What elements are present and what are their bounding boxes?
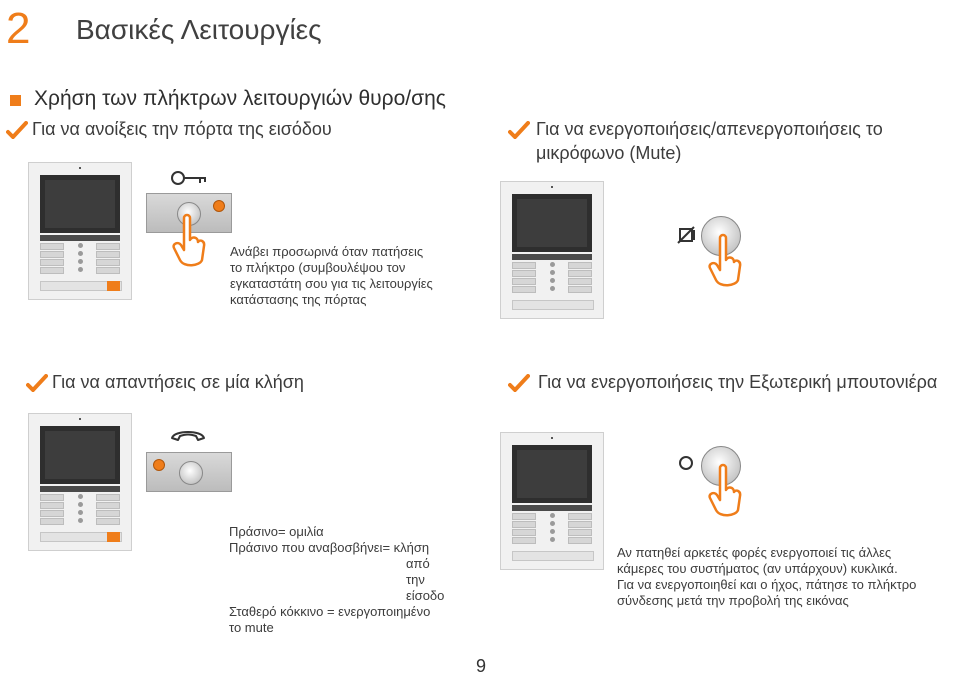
finger-hand-icon	[172, 212, 208, 270]
page-title: Βασικές Λειτουργίες	[76, 14, 322, 45]
answer-button-bar	[146, 452, 232, 492]
intercom-device	[28, 413, 132, 551]
open-door-heading: Για να ανοίξεις την πόρτα της εισόδου	[32, 119, 332, 139]
check-icon	[26, 374, 48, 392]
answer-led	[153, 459, 165, 471]
check-icon	[508, 121, 530, 139]
camera-ring-icon	[678, 455, 694, 471]
answer-heading: Για να απαντήσεις σε μία κλήση	[52, 372, 304, 392]
chapter-number: 2	[6, 4, 31, 53]
answer-button[interactable]	[179, 461, 203, 485]
check-icon	[6, 121, 28, 139]
mute-icon	[676, 225, 698, 245]
answer-desc: Πράσινο= ομιλία Πράσινο που αναβοσβήνει= κλήση από την είσοδο Σταθερό κόκκινο = ενεργοποιημένο το mute	[229, 524, 445, 635]
camera-desc: Αν πατηθεί αρκετές φορές ενεργοποιεί τις άλλες κάμερες του συστήματος (αν υπάρχουν) κυκλικά. Για να ενεργοποιηθεί και ο ήχος, πάτησε το πλήκτρο σύνδεσης μετά την προβολή της εικόνας	[617, 545, 917, 608]
open-door-desc: Ανάβει προσωρινά όταν πατήσεις το πλήκτρο (συμβουλέψου τον εγκαταστάτη σου για τις λειτουργίες κατάστασης της πόρτας	[230, 244, 433, 307]
mute-heading: Για να ενεργοποιήσεις/απενεργοποιήσεις το μικρόφωνο (Mute)	[536, 119, 883, 163]
page-number: 9	[476, 656, 487, 676]
finger-hand-icon	[708, 462, 744, 520]
intercom-device	[500, 181, 604, 319]
finger-hand-icon	[708, 232, 744, 290]
key-icon	[170, 168, 210, 188]
handset-icon	[170, 428, 206, 442]
intercom-device	[28, 162, 132, 300]
door-led	[213, 200, 225, 212]
intercom-device	[500, 432, 604, 570]
section-title: Χρήση των πλήκτρων λειτουργιών θυρο/σης	[34, 87, 446, 110]
section-bullet	[10, 95, 21, 106]
check-icon	[508, 374, 530, 392]
camera-heading: Για να ενεργοποιήσεις την Εξωτερική μπουτονιέρα	[538, 372, 938, 392]
